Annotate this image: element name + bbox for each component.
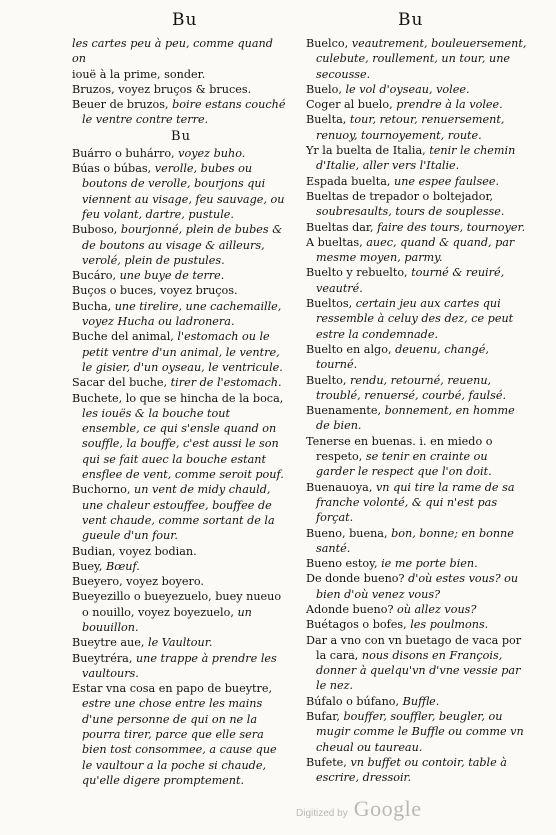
dictionary-entry <box>306 97 528 112</box>
definition: estre une chose entre les mains d'une personne de qui on ne la pourra tirer, parce que elle sera bien tost consommee, a cause que le vaultour a la poche si chaude, qu'elle digere promptement. <box>82 697 277 787</box>
left-column <box>72 36 290 788</box>
headword: Bucáro, <box>72 269 117 283</box>
definition: Bœuf. <box>106 559 140 573</box>
headword: Buétagos o bofes, <box>306 618 407 632</box>
dictionary-entry <box>306 143 528 174</box>
definition: bonnement, en homme de bien. <box>316 404 515 433</box>
definition: nous disons en François, donner à quelqu'vn d'vne vessie par le nez. <box>316 648 521 693</box>
definition: certain jeu aux cartes qui ressemble à celuy des dez, ce peut estre la condemnade. <box>316 297 514 341</box>
dictionary-entry <box>72 97 290 128</box>
dictionary-entry <box>72 681 290 788</box>
definition: un bouuillon. <box>82 605 252 634</box>
definition: où allez vous? <box>397 602 477 616</box>
dictionary-entry <box>72 391 290 483</box>
definition: ie me porte bien. <box>381 557 478 571</box>
headword: Buços o buces, voyez bruços. <box>72 284 238 298</box>
dictionary-entry <box>306 434 528 480</box>
dictionary-entry <box>72 574 290 589</box>
headword: Buche del animal, <box>72 330 174 344</box>
dictionary-entry <box>306 556 528 571</box>
dictionary-entry <box>72 559 290 574</box>
headword: Dar a vno con vn buetago de vaca por la cara, <box>306 633 522 662</box>
headword: Bueltos, <box>306 297 353 311</box>
dictionary-entry <box>306 755 528 786</box>
definition: bouffer, souffler, beugler, ou mugir comme le Buffle ou comme vn cheual ou taureau. <box>316 710 524 754</box>
dictionary-entry <box>306 235 528 266</box>
definition: tour, retour, renuersement, renuoy, tournoyement, route. <box>316 113 505 142</box>
definition: vn buffet ou contoir, table à escrire, dressoir. <box>316 755 507 785</box>
headword: Búfalo o búfano, <box>306 694 400 708</box>
definition: le vol d'oyseau, volee. <box>345 82 470 96</box>
dictionary-entry <box>306 480 528 526</box>
dictionary-entry <box>306 526 528 557</box>
headword: Buárro o buhárro, <box>72 146 175 160</box>
headword: iouë à la prime, sonder. <box>72 67 206 81</box>
dictionary-entry <box>306 174 528 189</box>
definition: les poulmons. <box>410 618 489 632</box>
headword: Buchorno, <box>72 483 131 497</box>
headword: Buenamente, <box>306 404 382 418</box>
definition: l'estomach ou le petit ventre d'un animal, le ventre, le gisier, d'un oyseau, le ventricule. <box>82 330 283 374</box>
dictionary-entry <box>306 265 528 296</box>
headword: Bucha, <box>72 299 112 313</box>
right-column <box>306 36 528 786</box>
dictionary-entry <box>306 82 528 97</box>
definition: bon, bonne; en bonne santé. <box>316 526 514 555</box>
definition: une espee faulsee. <box>393 174 500 188</box>
dictionary-entry <box>306 403 528 434</box>
headword: Buelo, <box>306 82 342 96</box>
headword: A bueltas, <box>306 235 363 249</box>
headword: Buenauoya, <box>306 480 373 494</box>
dictionary-entry <box>306 694 528 709</box>
definition: tirer de l'estomach. <box>170 376 282 390</box>
dictionary-entry <box>72 283 290 298</box>
dictionary-entry <box>72 299 290 330</box>
headword: Buelta, <box>306 113 347 127</box>
definition: soubresaults, tours de souplesse. <box>316 205 505 219</box>
definition: voyez buho. <box>178 146 246 160</box>
dictionary-entry <box>306 342 528 373</box>
dictionary-entry <box>72 82 290 97</box>
dictionary-entry <box>306 112 528 143</box>
headword: Bueltas de trepador o boltejador, <box>306 189 494 203</box>
headword: Bueytre aue, <box>72 636 145 650</box>
right-running-header: Bu <box>398 10 424 30</box>
google-watermark <box>296 796 421 822</box>
watermark-prefix: Digitized by <box>296 808 348 819</box>
headword: Buelto en algo, <box>306 342 392 356</box>
definition: faire des tours, tournoyer. <box>377 220 526 234</box>
dictionary-entry <box>306 373 528 404</box>
dictionary-entry <box>72 589 290 635</box>
headword: Buboso, <box>72 223 118 237</box>
definition: veautrement, bouleuersement, culebute, roullement, un tour, une secousse. <box>316 37 527 81</box>
definition: deuenu, changé, tourné. <box>316 342 489 372</box>
definition: un vent de midy chauld, une chaleur estouffee, bouffee de vent chaude, comme sortant de la gueule d'un four. <box>82 483 275 543</box>
definition: prendre à la volee. <box>396 98 503 112</box>
left-running-header: Bu <box>172 10 198 30</box>
dictionary-entry <box>72 482 290 543</box>
headword: Espada buelta, <box>306 174 391 188</box>
dictionary-entry <box>306 602 528 617</box>
headword: Bufar, <box>306 710 340 724</box>
headword: De donde bueno? <box>306 572 405 586</box>
headword: Tenerse en buenas. i. en miedo o respeto, <box>306 434 493 464</box>
headword: Coger al buelo, <box>306 98 393 112</box>
dictionary-entry <box>72 544 290 559</box>
section-heading: Bu <box>171 128 191 144</box>
dictionary-entry <box>72 651 290 682</box>
headword: Bueyero, voyez boyero. <box>72 575 204 589</box>
headword: Bueltas dar, <box>306 220 374 234</box>
dictionary-entry <box>306 617 528 632</box>
headword: Bruzos, voyez bruços & bruces. <box>72 82 252 96</box>
dictionary-entry <box>306 220 528 235</box>
definition: les iouës & la bouche tout ensemble, ce qui s'ensle quand on souffle, la bouffe, c'est aussi le son qui se fait auec la bouche estant ensflee de vent, comme seroit pouf. <box>82 406 284 482</box>
definition: vn qui tire la rame de sa franche volonté, & qui n'est pas forçat. <box>316 480 515 525</box>
dictionary-entry <box>306 36 528 82</box>
headword: Bueytréra, <box>72 651 133 665</box>
dictionary-entry <box>306 571 528 602</box>
headword: Búas o búbas, <box>72 162 152 176</box>
dictionary-entry <box>72 161 290 222</box>
dictionary-entry <box>72 635 290 650</box>
headword: Bueno estoy, <box>306 557 378 571</box>
headword: Estar vna cosa en papo de bueytre, <box>72 682 273 696</box>
headword: Buchete, lo que se hincha de la boca, <box>72 391 284 405</box>
headword: Bueno, buena, <box>306 526 388 540</box>
google-logo: Google <box>353 796 422 821</box>
definition: le Vaultour. <box>148 636 213 650</box>
definition: rendu, retourné, reuenu, troublé, renuersé, courbé, faulsé. <box>316 373 507 402</box>
headword: Beuer de bruzos, <box>72 98 169 112</box>
dictionary-entry <box>72 268 290 283</box>
headword: Buelco, <box>306 37 349 50</box>
definition: auec, quand & quand, par mesme moyen, parmy. <box>316 235 515 265</box>
headword: Budian, voyez bodian. <box>72 544 197 558</box>
definition: une tirelire, une cachemaille, voyez Hucha ou ladronera. <box>82 299 282 329</box>
dictionary-entry <box>72 329 290 375</box>
definition: boire estans couché le ventre contre terre. <box>82 98 286 127</box>
headword: Yr la buelta de Italia, <box>306 144 426 158</box>
headword: Buelto, <box>306 373 347 387</box>
dictionary-entry <box>306 633 528 694</box>
definition: les cartes peu à peu, comme quand on <box>72 37 273 66</box>
dictionary-entry <box>72 375 290 390</box>
dictionary-entry <box>306 296 528 342</box>
dictionary-entry <box>72 222 290 268</box>
definition: bourjonné, plein de bubes & de boutons au visage & ailleurs, verolé, plein de pustules. <box>82 223 283 267</box>
headword: Sacar del buche, <box>72 376 168 390</box>
definition: d'où estes vous? ou bien d'où venez vous? <box>316 572 519 601</box>
dictionary-entry <box>72 146 290 161</box>
dictionary-entry <box>72 36 290 67</box>
headword: Buey, <box>72 559 103 573</box>
definition: une buye de terre. <box>119 269 225 283</box>
headword: Bufete, <box>306 755 347 769</box>
definition: tourné & reuiré, veautré. <box>316 266 505 295</box>
headword: Adonde bueno? <box>306 602 394 616</box>
dictionary-entry <box>72 67 290 82</box>
definition: Buffle. <box>402 694 440 708</box>
definition: se tenir en crainte ou garder le respect que l'on doit. <box>316 450 492 479</box>
headword: Buelto y rebuelto, <box>306 266 408 280</box>
definition: tenir le chemin d'Italie, aller vers l'Italie. <box>316 144 516 173</box>
headword: Bueyezillo o bueyezuelo, buey nueuo o nouillo, voyez boyezuelo, <box>72 590 282 619</box>
dictionary-entry <box>306 709 528 755</box>
definition: verolle, bubes ou boutons de verolle, bourjons qui viennent au visage, feu sauvage, ou feu volant, dartre, pustule. <box>82 162 285 221</box>
dictionary-entry <box>306 189 528 220</box>
definition: une trappe à prendre les vaultours. <box>82 651 277 680</box>
